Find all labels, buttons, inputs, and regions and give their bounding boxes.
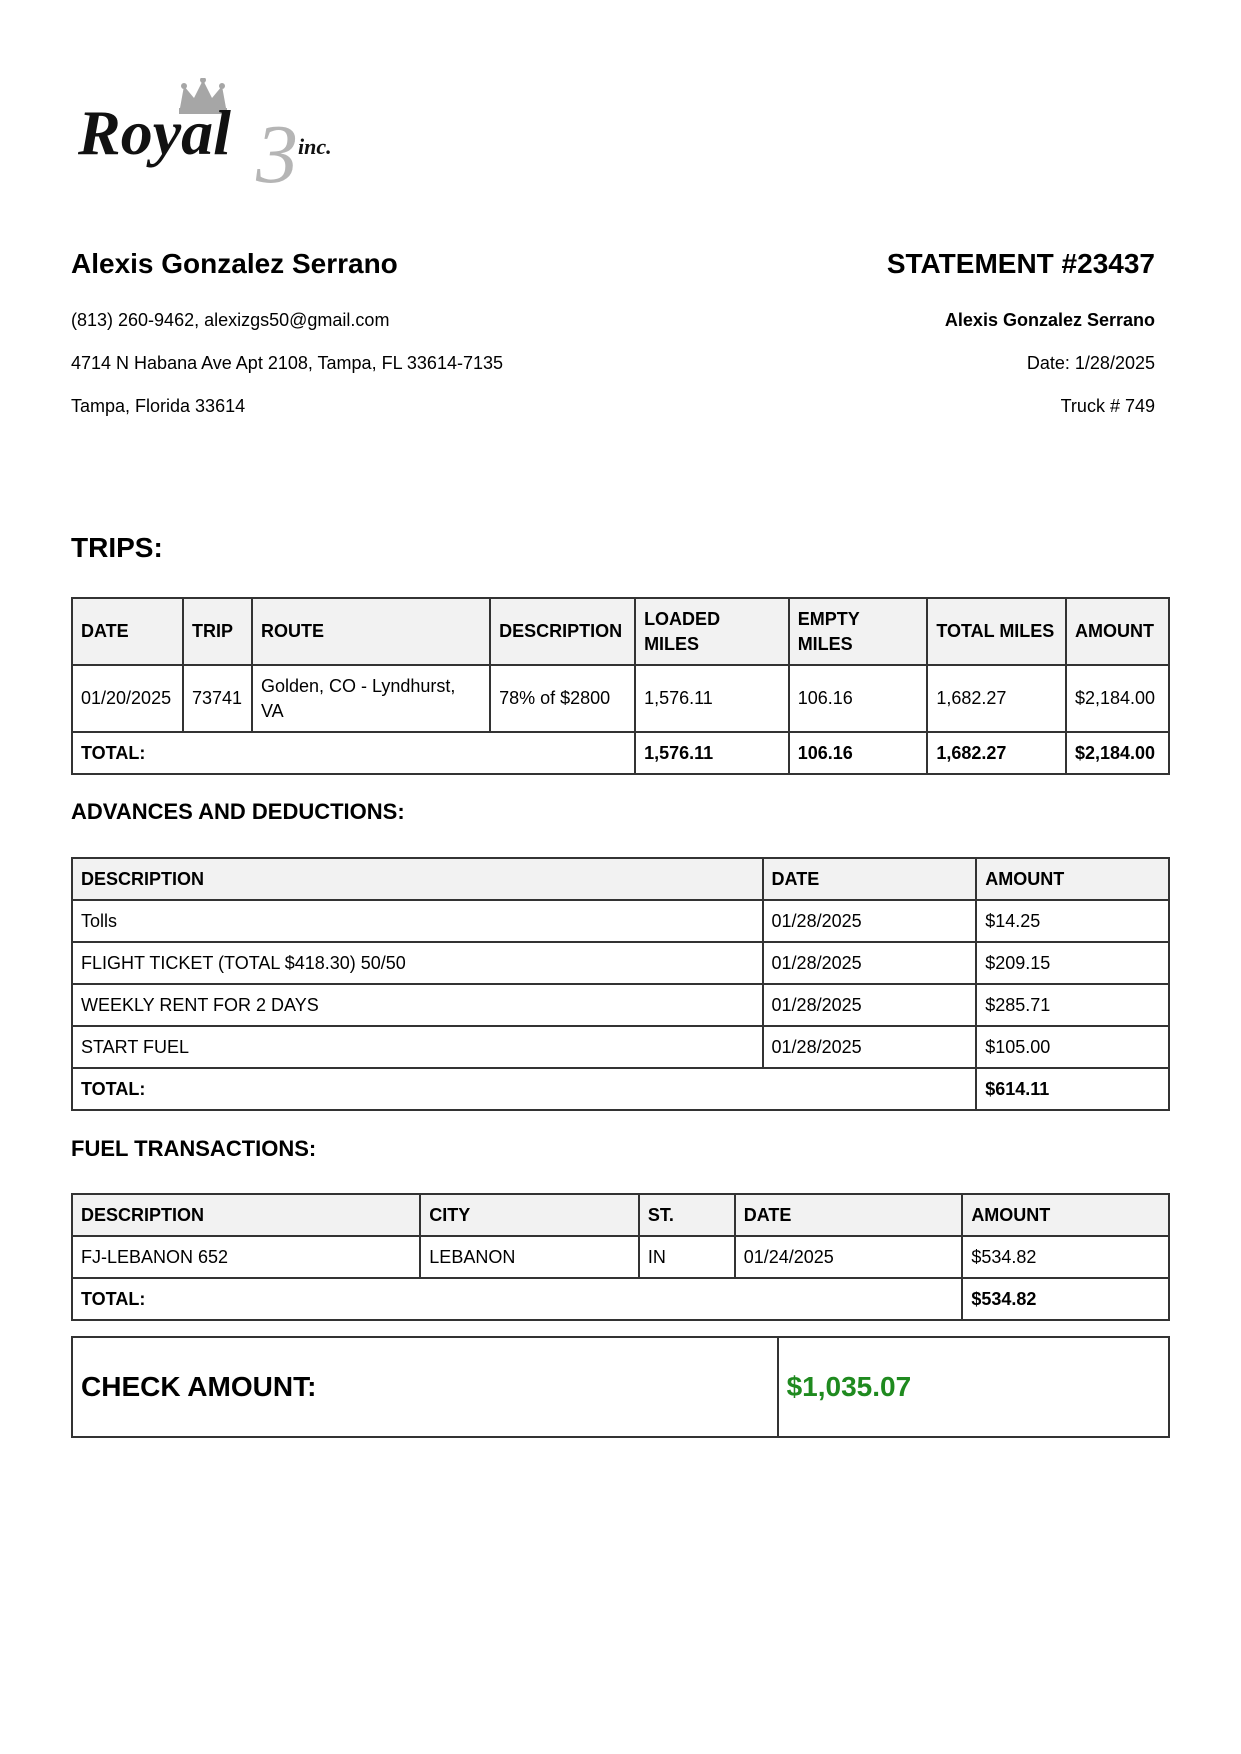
total-amount: $534.82 (962, 1278, 1169, 1320)
table-row (72, 1026, 1169, 1068)
table-row (72, 1236, 1169, 1278)
total-label: TOTAL: (72, 1068, 976, 1110)
column-header: DESCRIPTION (72, 858, 763, 900)
check-amount-label: CHECK AMOUNT: (72, 1337, 778, 1437)
driver-address-line2: Tampa, Florida 33614 (71, 396, 246, 416)
total-amount: $614.11 (976, 1068, 1169, 1110)
trip-date: 01/20/2025 (72, 665, 183, 732)
column-header: TRIP (183, 598, 252, 665)
trips-table (71, 597, 1170, 775)
column-header: AMOUNT (976, 858, 1169, 900)
fuel-table (71, 1193, 1170, 1321)
svg-text:Royal: Royal (78, 97, 231, 168)
trip-route: Golden, CO - Lyndhurst, VA (252, 665, 490, 732)
total-label: TOTAL: (72, 1278, 962, 1320)
deduction-date: 01/28/2025 (763, 900, 977, 942)
trip-empty-miles: 106.16 (789, 665, 928, 732)
trip-loaded-miles: 1,576.11 (635, 665, 789, 732)
total-amount: $2,184.00 (1066, 732, 1169, 774)
total-miles: 1,682.27 (927, 732, 1066, 774)
trip-description: 78% of $2800 (490, 665, 635, 732)
trip-total-miles: 1,682.27 (927, 665, 1066, 732)
deduction-amount: $105.00 (976, 1026, 1169, 1068)
total-empty-miles: 106.16 (789, 732, 928, 774)
column-header: DATE (763, 858, 977, 900)
deductions-total-row (72, 1068, 1169, 1110)
fuel-description: FJ-LEBANON 652 (72, 1236, 420, 1278)
company-logo (78, 78, 378, 190)
column-header: TOTAL MILES (927, 598, 1066, 665)
deduction-description: FLIGHT TICKET (TOTAL $418.30) 50/50 (72, 942, 763, 984)
statement-title: STATEMENT #23437 (886, 248, 1155, 279)
deduction-description: START FUEL (72, 1026, 763, 1068)
column-header: AMOUNT (1066, 598, 1169, 665)
fuel-total-row (72, 1278, 1169, 1320)
column-header: DATE (735, 1194, 963, 1236)
fuel-amount: $534.82 (962, 1236, 1169, 1278)
deduction-description: Tolls (72, 900, 763, 942)
deduction-description: WEEKLY RENT FOR 2 DAYS (72, 984, 763, 1026)
column-header: DESCRIPTION (72, 1194, 420, 1236)
column-header: CITY (420, 1194, 639, 1236)
deduction-amount: $14.25 (976, 900, 1169, 942)
trips-total-row (72, 732, 1169, 774)
table-row (72, 942, 1169, 984)
check-amount-box (71, 1336, 1170, 1438)
column-header: DATE (72, 598, 183, 665)
driver-name: Alexis Gonzalez Serrano (71, 248, 398, 279)
deduction-amount: $285.71 (976, 984, 1169, 1026)
fuel-header-row (72, 1194, 1169, 1236)
deduction-date: 01/28/2025 (763, 1026, 977, 1068)
column-header: ST. (639, 1194, 735, 1236)
driver-address-line1: 4714 N Habana Ave Apt 2108, Tampa, FL 33614-7135 (71, 353, 503, 373)
statement-truck: Truck # 749 (1060, 396, 1155, 416)
column-header: AMOUNT (962, 1194, 1169, 1236)
check-amount-value: $1,035.07 (778, 1337, 1169, 1437)
deduction-date: 01/28/2025 (763, 984, 977, 1026)
trips-header-row (72, 598, 1169, 665)
fuel-city: LEBANON (420, 1236, 639, 1278)
fuel-state: IN (639, 1236, 735, 1278)
trip-amount: $2,184.00 (1066, 665, 1169, 732)
fuel-date: 01/24/2025 (735, 1236, 963, 1278)
table-row (72, 900, 1169, 942)
column-header: EMPTY MILES (789, 598, 928, 665)
statement-date: Date: 1/28/2025 (1026, 353, 1155, 373)
trip-number: 73741 (183, 665, 252, 732)
deductions-title: ADVANCES AND DEDUCTIONS: (71, 799, 405, 824)
table-row (72, 984, 1169, 1026)
trips-title: TRIPS: (71, 532, 163, 563)
deductions-header-row (72, 858, 1169, 900)
deduction-date: 01/28/2025 (763, 942, 977, 984)
column-header: DESCRIPTION (490, 598, 635, 665)
svg-text:inc.: inc. (298, 134, 332, 159)
column-header: LOADED MILES (635, 598, 789, 665)
table-row (72, 665, 1169, 732)
driver-contact: (813) 260-9462, alexizgs50@gmail.com (71, 310, 390, 330)
svg-text:3: 3 (256, 108, 298, 190)
deductions-table (71, 857, 1170, 1111)
deduction-amount: $209.15 (976, 942, 1169, 984)
total-loaded-miles: 1,576.11 (635, 732, 789, 774)
column-header: ROUTE (252, 598, 490, 665)
fuel-title: FUEL TRANSACTIONS: (71, 1136, 317, 1161)
total-label: TOTAL: (72, 732, 635, 774)
statement-driver-name: Alexis Gonzalez Serrano (944, 310, 1155, 330)
